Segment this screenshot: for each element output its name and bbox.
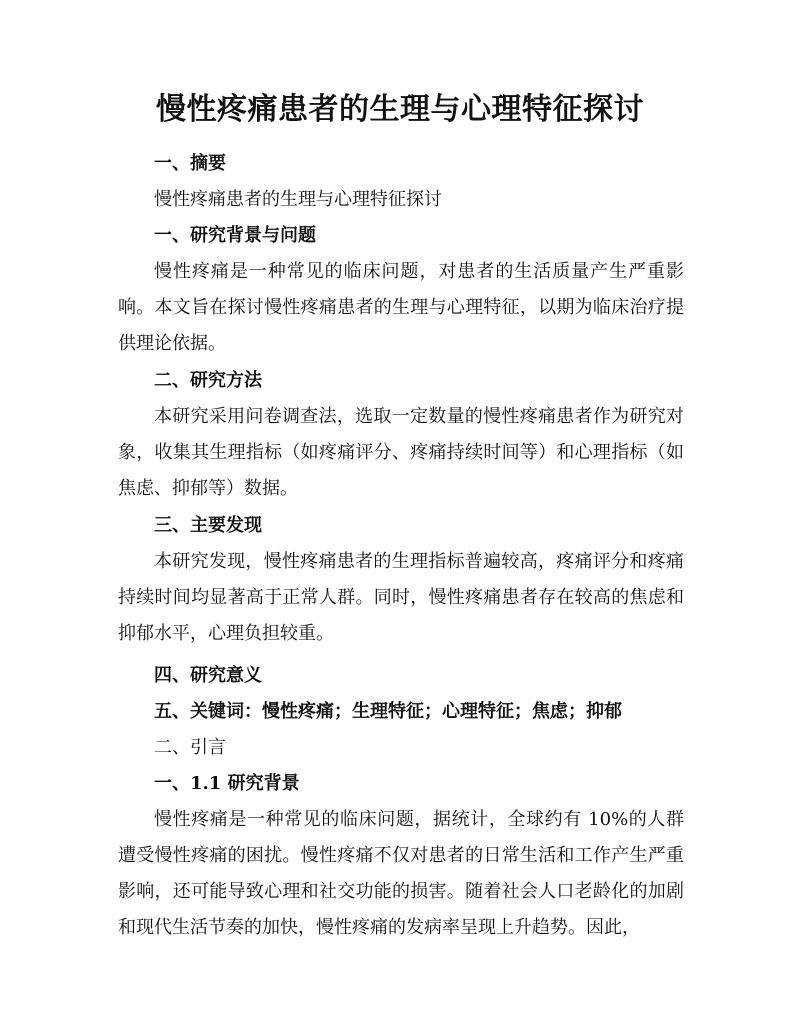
intro-heading: 二、引言 [154,737,226,758]
keywords-heading: 五、关键词：慢性疼痛；生理特征；心理特征；焦虑；抑郁 [154,701,622,722]
significance-heading: 四、研究意义 [154,665,262,686]
document-title: 慢性疼痛患者的生理与心理特征探讨 [156,92,644,127]
background-heading: 一、研究背景与问题 [154,225,316,246]
findings-heading: 三、主要发现 [154,515,262,536]
background-text: 慢性疼痛是一种常见的临床问题，对患者的生活质量产生严重影响。本文旨在探讨慢性疼痛患者的生理与心理特征，以期为临床治疗提供理论依据。 [118,261,684,354]
method-text: 本研究采用问卷调查法，选取一定数量的慢性疼痛患者作为研究对象，收集其生理指标（如疼痛评分、疼痛持续时间等）和心理指标（如焦虑、抑郁等）数据。 [118,406,684,499]
abstract-heading: 一、摘要 [154,153,226,174]
findings-text: 本研究发现，慢性疼痛患者的生理指标普遍较高，疼痛评分和疼痛持续时间均显著高于正常人群。同时，慢性疼痛患者存在较高的焦虑和抑郁水平，心理负担较重。 [118,551,684,644]
intro-text: 慢性疼痛是一种常见的临床问题，据统计，全球约有 10%的人群遭受慢性疼痛的困扰。慢性疼痛不仅对患者的日常生活和工作产生严重影响，还可能导致心理和社交功能的损害。随着社会人口老龄化的加剧和现代生活节奏的加快，慢性疼痛的发病率呈现上升趋势。因此， [118,809,684,938]
abstract-text: 慢性疼痛患者的生理与心理特征探讨 [154,189,442,210]
intro-subheading: 一、1.1 研究背景 [154,773,300,794]
document-body [118,146,684,946]
method-heading: 二、研究方法 [154,370,262,391]
